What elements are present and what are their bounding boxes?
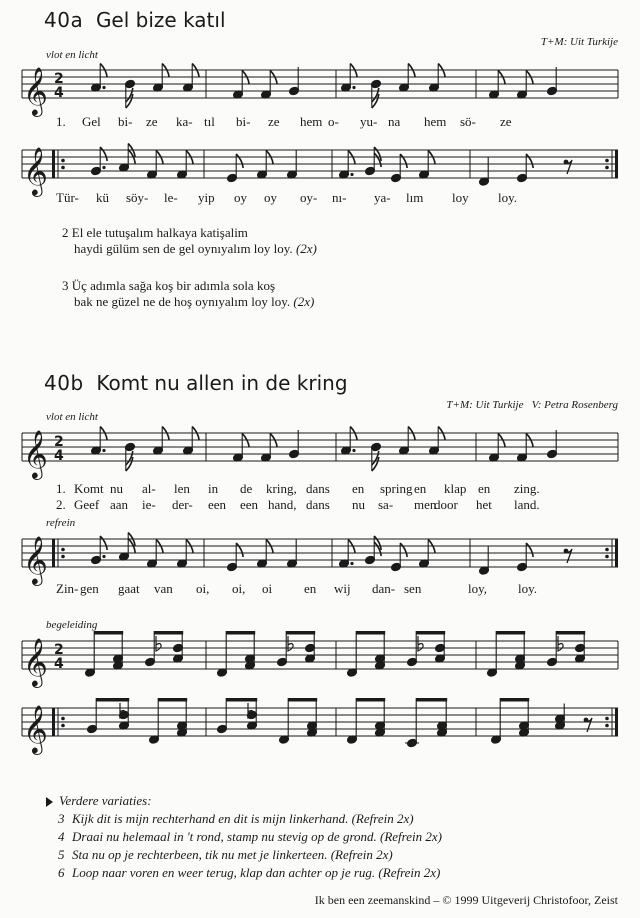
lyric-syllable: ya- <box>374 190 391 205</box>
note-dot <box>102 166 105 169</box>
note-beam <box>356 631 385 635</box>
note-beam <box>96 698 129 702</box>
verse-number: 3 <box>62 278 69 293</box>
song-b-lyrics-refrein <box>0 581 640 599</box>
repeat-end-thick-bar <box>615 708 618 736</box>
note-flag <box>100 536 107 550</box>
song-b-staff-2 <box>0 527 640 587</box>
repeat-dot <box>61 166 65 170</box>
note-flag <box>236 154 243 168</box>
note-flag <box>526 154 533 168</box>
note-flag <box>400 543 407 557</box>
lyric-syllable: al- <box>142 481 156 496</box>
note-beam <box>416 698 447 702</box>
treble-clef-icon: 𝄞 <box>23 66 48 115</box>
lyric-syllable: le- <box>164 190 178 205</box>
lyric-syllable: Tür- <box>56 190 79 205</box>
treble-clef-icon: 𝄞 <box>23 535 48 584</box>
variation-text: Loop naar voren en weer terug, klap dan achter op je rug. (Refrein 2x) <box>72 865 441 880</box>
song-b-lyrics-verse-2 <box>0 497 640 515</box>
note-beam <box>226 631 255 635</box>
treble-clef-icon: 𝄞 <box>23 146 48 195</box>
lyric-syllable: oy <box>264 190 277 205</box>
song-b-title-row <box>44 371 348 395</box>
lyric-syllable: nı- <box>332 190 347 205</box>
lyric-syllable: loy <box>452 190 469 205</box>
verse-line: El ele tutuşalım halkaya katişalim <box>71 225 248 240</box>
verse-line: haydi gülüm sen de gel oynıyalım loy loy. <box>74 241 293 256</box>
repeat-dot <box>61 548 65 552</box>
note-beam <box>286 631 315 635</box>
note-flag <box>526 543 533 557</box>
note-beam <box>416 631 445 635</box>
time-signature-top: 2 <box>54 434 64 450</box>
song-a-number: 40a <box>44 8 84 32</box>
verse-number: 2 <box>62 225 69 240</box>
variation-number: 4 <box>58 829 65 844</box>
variation-item <box>46 828 442 846</box>
song-a-credit: T+M: Uit Turkije <box>540 36 618 48</box>
repeat-mark: (2x) <box>295 241 317 256</box>
verse-line: Üç adımla sağa koş bir adımla sola koş <box>71 278 276 293</box>
lyric-syllable: ze <box>146 114 158 129</box>
lyric-syllable: ie- <box>142 497 156 512</box>
variation-text: Kijk dit is mijn rechterhand en dit is mijn linkerhand. (Refrein 2x) <box>72 811 414 826</box>
song-a-tempo: vlot en licht <box>46 49 98 61</box>
lyric-syllable: loy, <box>468 581 488 596</box>
lyric-syllable: een <box>240 497 259 512</box>
lyric-syllable: land. <box>514 497 540 512</box>
lyric-syllable: klap <box>444 481 467 496</box>
lyric-syllable: Geef <box>74 497 100 512</box>
flat-icon <box>558 636 563 651</box>
lyric-syllable: 1. <box>56 481 66 496</box>
repeat-dot <box>605 717 609 721</box>
lyric-syllable: en <box>478 481 491 496</box>
lyric-syllable: in <box>208 481 219 496</box>
lyric-syllable: oi <box>262 581 273 596</box>
song-a-lyrics-line-1 <box>0 114 640 132</box>
song-b-tempo: vlot en licht <box>46 411 98 423</box>
lyric-syllable: het <box>476 497 492 512</box>
variations-heading: Verdere variaties: <box>46 792 442 810</box>
repeat-end-thick-bar <box>615 539 618 567</box>
lyric-syllable: na <box>388 114 401 129</box>
lyric-syllable: men <box>414 497 437 512</box>
song-a-lyrics-line-2 <box>0 190 640 208</box>
note-dot <box>350 173 353 176</box>
note-beam <box>158 698 187 702</box>
repeat-dot <box>61 555 65 559</box>
lyric-syllable: sa- <box>378 497 394 512</box>
footer-copyright: Ik ben een zeemanskind – © 1999 Uitgeverij Christofoor, Zeist <box>314 893 618 907</box>
repeat-dot <box>61 724 65 728</box>
lyric-syllable: bi- <box>118 114 133 129</box>
lyric-syllable: gaat <box>118 581 140 596</box>
song-b-title: Komt nu allen in de kring <box>96 371 348 395</box>
variation-item <box>46 810 442 828</box>
note-dot <box>352 86 355 89</box>
lyric-syllable: en <box>304 581 317 596</box>
lyric-syllable: Gel <box>82 114 101 129</box>
lyric-syllable: ze <box>500 114 512 129</box>
lyric-syllable: yip <box>198 190 215 205</box>
song-b-credit: T+M: Uit Turkije V: Petra Rosenberg <box>446 399 618 411</box>
note-dot <box>102 86 105 89</box>
lyric-syllable: hand, <box>268 497 297 512</box>
note-beam <box>154 631 183 635</box>
repeat-dot <box>61 717 65 721</box>
treble-clef-icon: 𝄞 <box>23 704 48 753</box>
flat-icon <box>156 636 161 651</box>
lyric-syllable: oy- <box>300 190 318 205</box>
song-a-title: Gel bize katıl <box>95 8 226 32</box>
lyric-syllable: yu- <box>360 114 378 129</box>
note-beam <box>500 698 529 702</box>
lyric-syllable: dans <box>306 481 330 496</box>
repeat-dot <box>605 166 609 170</box>
lyric-syllable: de <box>240 481 253 496</box>
variation-text: Draai nu helemaal in 't rond, stamp nu stevig op de grond. (Refrein 2x) <box>72 829 442 844</box>
repeat-dot <box>605 555 609 559</box>
variation-number: 6 <box>58 865 65 880</box>
lyric-syllable: bi- <box>236 114 251 129</box>
song-a-staff-1 <box>0 58 640 118</box>
note-beam <box>556 631 585 635</box>
lyric-syllable: ze <box>268 114 280 129</box>
song-a-verse-3 <box>62 278 314 310</box>
repeat-dot <box>605 159 609 163</box>
variation-item <box>46 864 442 882</box>
song-a-title-row <box>44 8 226 32</box>
repeat-dot <box>61 159 65 163</box>
lyric-syllable: söy- <box>126 190 149 205</box>
lyric-syllable: o- <box>328 114 339 129</box>
lyric-syllable: 1. <box>56 114 66 129</box>
lyric-syllable: nu <box>352 497 365 512</box>
variations-list <box>46 810 442 882</box>
treble-clef-icon: 𝄞 <box>23 637 48 686</box>
lyric-syllable: nu <box>110 481 123 496</box>
lyric-syllable: len <box>174 481 190 496</box>
repeat-start-thick-bar <box>52 708 55 736</box>
time-signature-bottom: 4 <box>54 656 64 672</box>
note-dot <box>352 449 355 452</box>
lyric-syllable: der- <box>172 497 193 512</box>
lyric-syllable: sen <box>404 581 422 596</box>
triangle-bullet-icon <box>46 797 53 807</box>
song-b-staff-1 <box>0 421 640 481</box>
lyric-syllable: en <box>352 481 365 496</box>
repeat-start-thick-bar <box>52 539 55 567</box>
begeleiding-label: begeleiding <box>46 619 98 631</box>
time-signature-top: 2 <box>54 71 64 87</box>
lyric-syllable: hem <box>300 114 323 129</box>
accompaniment-staff-1 <box>0 629 640 699</box>
lyric-syllable: zing. <box>514 481 540 496</box>
note-dot <box>102 555 105 558</box>
repeat-dot <box>605 548 609 552</box>
variation-number: 3 <box>58 811 65 826</box>
lyric-syllable: loy. <box>518 581 538 596</box>
lyric-syllable: kü <box>96 190 109 205</box>
lyric-syllable: hem <box>424 114 447 129</box>
note-beam <box>496 631 525 635</box>
lyric-syllable: kring, <box>266 481 297 496</box>
lyric-syllable: lım <box>406 190 424 205</box>
lyric-syllable: sö- <box>460 114 476 129</box>
note-beam <box>288 698 317 702</box>
lyric-syllable: Komt <box>74 481 104 496</box>
song-a-staff-2 <box>0 138 640 198</box>
variation-text: Sta nu op je rechterbeen, tik nu met je linkerteen. (Refrein 2x) <box>72 847 393 862</box>
lyric-syllable: een <box>208 497 227 512</box>
note-beam <box>226 698 257 702</box>
note-flag <box>400 154 407 168</box>
note-beam <box>94 631 123 635</box>
flat-icon <box>418 636 423 651</box>
lyric-syllable: van <box>154 581 173 596</box>
lyric-syllable: 2. <box>56 497 66 512</box>
lyric-syllable: ka- <box>176 114 193 129</box>
repeat-mark: (2x) <box>293 294 315 309</box>
note-flag <box>100 147 107 161</box>
variations-block <box>46 792 442 882</box>
accompaniment-staff-2 <box>0 696 640 766</box>
flat-icon <box>288 636 293 651</box>
repeat-start-thick-bar <box>52 150 55 178</box>
lyric-syllable: gen <box>80 581 99 596</box>
note-dot <box>350 562 353 565</box>
note-dot <box>102 449 105 452</box>
lyric-syllable: en <box>414 481 427 496</box>
time-signature-bottom: 4 <box>54 448 64 464</box>
lyric-syllable: loy. <box>498 190 518 205</box>
lyric-syllable: oi, <box>232 581 246 596</box>
repeat-dot <box>605 724 609 728</box>
lyric-syllable: door <box>434 497 458 512</box>
treble-clef-icon: 𝄞 <box>23 429 48 478</box>
lyric-syllable: oy <box>234 190 247 205</box>
lyric-syllable: oi, <box>196 581 210 596</box>
song-a-verse-2 <box>62 225 317 257</box>
lyric-syllable: Zin- <box>56 581 79 596</box>
time-signature-top: 2 <box>54 642 64 658</box>
variation-item <box>46 846 442 864</box>
lyric-syllable: dans <box>306 497 330 512</box>
repeat-end-thick-bar <box>615 150 618 178</box>
lyric-syllable: dan- <box>372 581 396 596</box>
lyric-syllable: aan <box>110 497 129 512</box>
lyric-syllable: tıl <box>204 114 215 129</box>
song-b-number: 40b <box>44 371 84 395</box>
lyric-syllable: wij <box>334 581 351 596</box>
note-beam <box>356 698 385 702</box>
refrein-label: refrein <box>46 517 76 529</box>
time-signature-bottom: 4 <box>54 85 64 101</box>
variation-number: 5 <box>58 847 65 862</box>
lyric-syllable: spring <box>380 481 413 496</box>
verse-line: bak ne güzel ne de hoş oynıyalım loy loy. <box>74 294 291 309</box>
note-flag <box>236 543 243 557</box>
